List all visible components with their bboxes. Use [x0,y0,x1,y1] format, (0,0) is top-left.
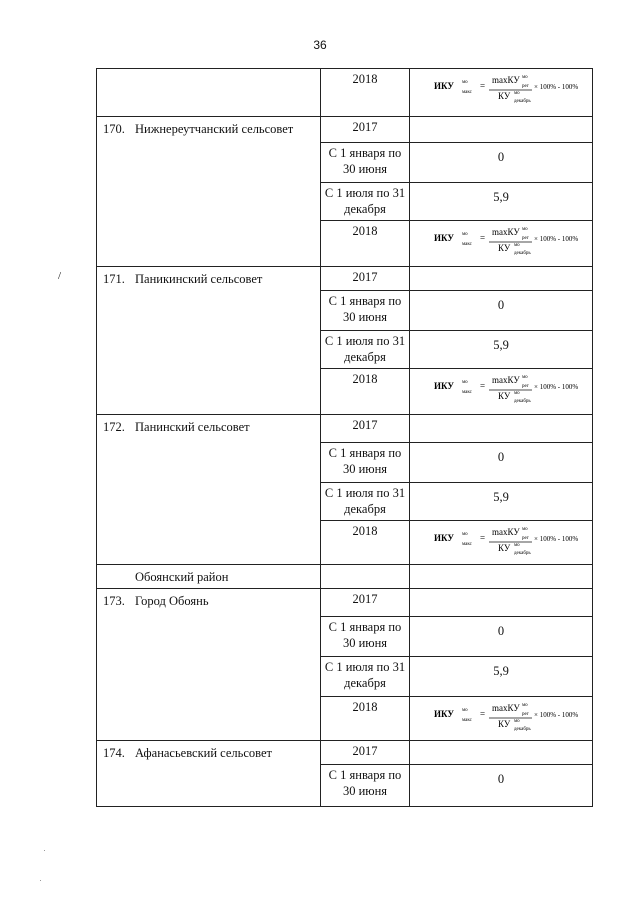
section-heading-cell [97,565,321,589]
formula-den-sub: декабрь [514,251,531,255]
index-formula [416,521,586,555]
formula-den-sub: декабрь [514,399,531,403]
value-cell [410,267,593,291]
formula-lhs-sub: макс [462,542,472,547]
formula-lhs-sub: макс [462,390,472,395]
value-cell: 0 [410,291,593,331]
formula-num-main: maxКУ [492,227,520,237]
formula-den-sub: декабрь [514,551,531,555]
period-cell: 2018 [321,69,410,117]
formula-lhs-sub: макс [462,242,472,247]
table-row [97,117,593,143]
formula-num-sup: мо [522,227,528,232]
formula-lhs: ИКУ [434,381,454,391]
formula-eq: = [480,81,486,91]
formula-lhs-sup: мо [462,532,468,537]
formula-den-main: КУ [498,243,511,253]
period-cell [321,565,410,589]
formula-tail: × 100% - 100% [534,235,579,243]
row-number: 173. [103,594,125,608]
value-cell [410,741,593,765]
row-number: 171. [103,272,125,286]
formula-eq: = [480,233,486,243]
period-cell: 2018 [321,221,410,267]
formula-num-sup: мо [522,527,528,532]
scan-speck [40,880,41,881]
formula-lhs: ИКУ [434,533,454,543]
period-cell: 2017 [321,117,410,143]
formula-lhs: ИКУ [434,81,454,91]
formula-den-sub: декабрь [514,727,531,731]
period-cell: С 1 января по 30 июня [321,765,410,807]
municipality-name: Паникинский сельсовет [135,272,263,286]
formula-eq: = [480,381,486,391]
municipality-cell [97,741,321,807]
formula-num-main: maxКУ [492,703,520,713]
formula-cell [410,697,593,741]
formula-den-main: КУ [498,543,511,553]
municipality-cell [97,589,321,741]
index-formula [416,221,586,255]
municipality-cell [97,267,321,415]
formula-eq: = [480,533,486,543]
value-cell: 0 [410,143,593,183]
period-cell: 2018 [321,369,410,415]
formula-cell [410,221,593,267]
formula-lhs-sup: мо [462,80,468,85]
scan-speck [44,850,45,851]
period-cell: С 1 января по 30 июня [321,443,410,483]
formula-lhs-sup: мо [462,232,468,237]
district-name: Обоянский район [135,570,229,584]
value-cell: 5,9 [410,483,593,521]
table-row [97,415,593,443]
table-row [97,741,593,765]
formula-den-sup: мо [514,243,520,248]
formula-lhs-sub: макс [462,90,472,95]
period-cell: 2017 [321,267,410,291]
period-cell: С 1 января по 30 июня [321,617,410,657]
formula-num-sup: мо [522,75,528,80]
formula-eq: = [480,709,486,719]
period-cell: 2017 [321,589,410,617]
value-cell: 0 [410,765,593,807]
value-cell: 5,9 [410,331,593,369]
value-cell [410,565,593,589]
value-cell [410,589,593,617]
index-formula [416,697,586,731]
value-cell: 0 [410,617,593,657]
table-row [97,589,593,617]
municipality-cell [97,69,321,117]
municipality-cell [97,415,321,565]
margin-tick-mark: / [58,270,62,282]
formula-num-main: maxКУ [492,75,520,85]
period-cell: 2018 [321,521,410,565]
formula-lhs-sub: макс [462,718,472,723]
municipality-name: Панинский сельсовет [135,420,250,434]
formula-tail: × 100% - 100% [534,711,579,719]
page-number: 36 [313,38,327,52]
value-cell [410,415,593,443]
tariff-table-body [97,69,593,807]
formula-den-main: КУ [498,719,511,729]
value-cell: 5,9 [410,183,593,221]
municipality-name: Афанасьевский сельсовет [135,746,273,760]
formula-cell [410,521,593,565]
formula-num-sub: рег [522,536,529,541]
table-row [97,565,593,589]
row-number: 170. [103,122,125,136]
formula-den-main: КУ [498,91,511,101]
formula-lhs-sup: мо [462,380,468,385]
value-cell [410,117,593,143]
formula-cell [410,369,593,415]
row-number: 174. [103,746,125,760]
formula-num-sup: мо [522,703,528,708]
value-cell: 5,9 [410,657,593,697]
period-cell: 2018 [321,697,410,741]
formula-num-main: maxКУ [492,375,520,385]
formula-num-sup: мо [522,375,528,380]
formula-num-sub: рег [522,384,529,389]
index-formula [416,369,586,403]
formula-num-sub: рег [522,236,529,241]
formula-den-sup: мо [514,391,520,396]
formula-num-sub: рег [522,712,529,717]
formula-den-main: КУ [498,391,511,401]
tariff-table [96,68,593,807]
table-row [97,69,593,117]
period-cell: 2017 [321,741,410,765]
value-cell: 0 [410,443,593,483]
period-cell: С 1 июля по 31 декабря [321,331,410,369]
period-cell: С 1 июля по 31 декабря [321,483,410,521]
municipality-name: Нижнереутчанский сельсовет [135,122,294,136]
formula-num-main: maxКУ [492,527,520,537]
formula-tail: × 100% - 100% [534,83,579,91]
formula-den-sup: мо [514,719,520,724]
formula-tail: × 100% - 100% [534,383,579,391]
period-cell: С 1 июля по 31 декабря [321,183,410,221]
formula-den-sup: мо [514,91,520,96]
municipality-name: Город Обоянь [135,594,209,608]
period-cell: С 1 января по 30 июня [321,291,410,331]
period-cell: С 1 января по 30 июня [321,143,410,183]
municipality-cell [97,117,321,267]
formula-cell [410,69,593,117]
row-number: 172. [103,420,125,434]
formula-lhs: ИКУ [434,233,454,243]
formula-den-sub: декабрь [514,99,531,103]
formula-lhs: ИКУ [434,709,454,719]
period-cell: С 1 июля по 31 декабря [321,657,410,697]
formula-lhs-sup: мо [462,708,468,713]
formula-tail: × 100% - 100% [534,535,579,543]
index-formula [416,69,586,103]
period-cell: 2017 [321,415,410,443]
table-row [97,267,593,291]
formula-den-sup: мо [514,543,520,548]
formula-num-sub: рег [522,84,529,89]
